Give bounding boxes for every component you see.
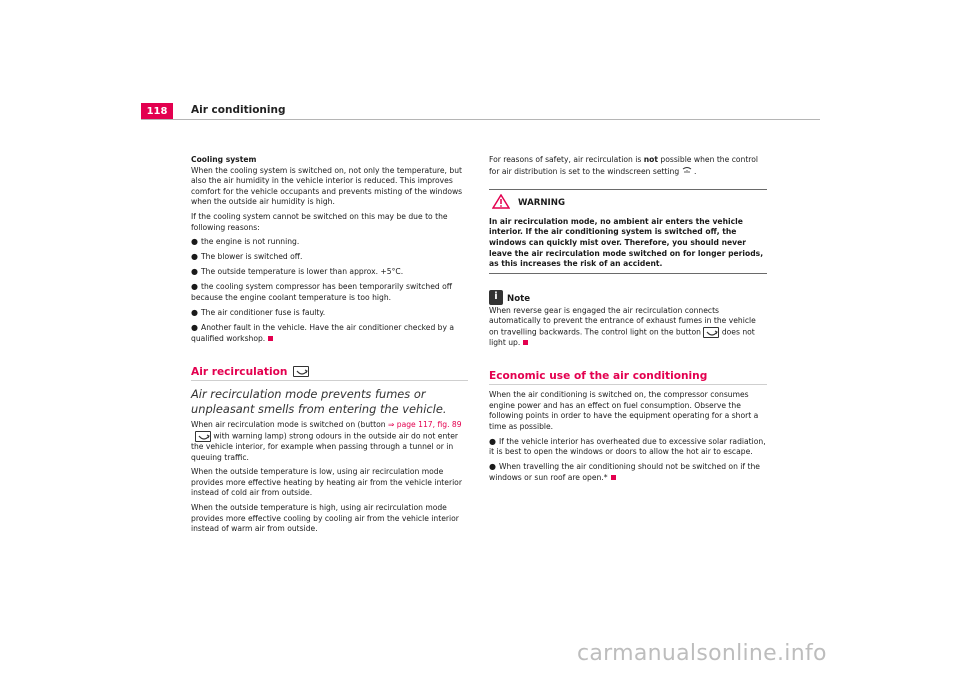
- reason-item: ● the engine is not running.: [191, 237, 300, 247]
- note-icon: i: [489, 290, 503, 305]
- cooling-paragraph-1: When the cooling system is switched on, not only the temperature, but also the air humidity in the vehicle interior is reduced. This improves comfort for the vehicle occupants and prevents misting of the windows when the outside air humidity is high.: [191, 165, 463, 207]
- air-recirculation-heading: Air recirculation: [191, 366, 468, 381]
- watermark: carmanualsonline.info: [577, 641, 827, 666]
- section-end-marker: [611, 475, 616, 480]
- warning-box: [489, 189, 767, 274]
- warning-triangle-icon: [492, 194, 510, 213]
- note-text: When reverse gear is engaged the air recirculation connects automatically to prevent the entrance of exhaust fumes in the vehicle on travelling backwards. The control light on the button does not light up.: [489, 305, 756, 348]
- right-column: [489, 155, 767, 488]
- reason-item: ● Another fault in the vehicle. Have the air conditioner checked by a qualified workshop.: [191, 323, 455, 343]
- economic-use-heading: Economic use of the air conditioning: [489, 371, 767, 386]
- page-header-title: Air conditioning: [191, 104, 286, 116]
- recirculation-paragraph-3: When the outside temperature is high, using air recirculation mode provides more effective cooling by cooling air from the vehicle interior instead of warm air from outside.: [191, 503, 459, 534]
- note-heading: i Note: [489, 290, 767, 305]
- reason-item: ● The outside temperature is lower than approx. +5°C.: [191, 267, 404, 277]
- section-end-marker: [268, 336, 273, 341]
- header-divider: [141, 119, 820, 120]
- warning-text: In air recirculation mode, no ambient air enters the vehicle interior. If the air conditioning system is switched off, the windows can quickly mist over. Therefore, you should never leave the air recirculation mode switched on for longer periods, as this increases the risk of an accident.: [489, 216, 764, 269]
- recirculation-paragraph-1: When air recirculation mode is switched on (button ⇒ page 117, fig. 89 with warning lamp) strong odours in the outside air do not enter the vehicle interior, for example when passing through a tunnel or in queuing traffic.: [191, 420, 462, 462]
- recirculation-icon: [703, 327, 719, 338]
- reason-item: ● The blower is switched off.: [191, 252, 303, 262]
- page-reference-link[interactable]: ⇒ page 117, fig. 89: [387, 420, 462, 430]
- economic-use-section: [489, 371, 767, 484]
- recirculation-icon: [293, 366, 309, 377]
- economic-item: ● If the vehicle interior has overheated due to excessive solar radiation, it is best to open the windows or doors to allow the hot air to escape.: [489, 436, 766, 457]
- warning-heading: WARNING: [492, 194, 767, 213]
- air-recirculation-subtitle: Air recirculation mode prevents fumes or unpleasant smells from entering the vehicle.: [191, 387, 447, 417]
- recirculation-icon: [195, 431, 211, 442]
- safety-paragraph: For reasons of safety, air recirculation is not possible when the control for air distribution is set to the windscreen setting .: [489, 155, 759, 176]
- page-number: 118: [141, 103, 173, 120]
- cooling-system-heading: Cooling system: [191, 155, 257, 164]
- air-recirculation-section: [191, 366, 468, 534]
- reason-item: ● the cooling system compressor has been temporarily switched off because the engine coolant temperature is too high.: [191, 282, 453, 303]
- section-end-marker: [523, 340, 528, 345]
- economic-paragraph: When the air conditioning is switched on, the compressor consumes engine power and has an effect on fuel consumption. Observe the following points in order to have the equipment operating for a short a time as possible.: [489, 390, 759, 431]
- left-column: [191, 155, 468, 539]
- economic-item: ● When travelling the air conditioning should not be switched on if the windows or sun roof are open.*: [489, 462, 760, 482]
- cooling-paragraph-2: If the cooling system cannot be switched on this may be due to the following reasons:: [191, 211, 448, 232]
- recirculation-paragraph-2: When the outside temperature is low, using air recirculation mode provides more effective heating by heating air from the vehicle interior instead of cold air from outside.: [191, 467, 462, 498]
- windscreen-setting-icon: [682, 167, 694, 176]
- reason-item: ● The air conditioner fuse is faulty.: [191, 308, 326, 318]
